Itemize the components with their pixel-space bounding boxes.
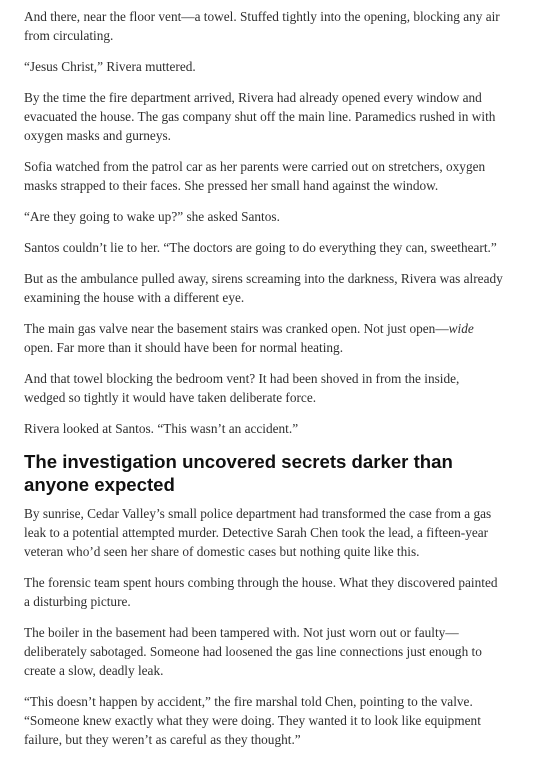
paragraph-text: open. Far more than it should have been for normal heating. [24,340,344,355]
paragraph: By sunrise, Cedar Valley’s small police department had transformed the case from a gas leak to a potential attempted murder. Detective Sarah Chen took the lead, a fifteen-year veteran who’d seen her share of domestic cases but nothing quite like this. [24,506,492,559]
paragraph: And there, near the floor vent—a towel. Stuffed tightly into the opening, blocking any air from circulating. [24,9,500,43]
paragraph: “Jesus Christ,” Rivera muttered. [24,59,196,74]
emphasis-text: wide [448,321,474,336]
paragraph: And that towel blocking the bedroom vent? It had been shoved in from the inside, wedged so tightly it would have taken deliberate force. [24,371,460,405]
paragraph: Sofia watched from the patrol car as her parents were carried out on stretchers, oxygen masks strapped to their faces. She pressed her small hand against the window. [24,159,486,193]
paragraph: “This doesn’t happen by accident,” the fire marshal told Chen, pointing to the valve. “Someone knew exactly what they were doing. They wanted it to look like equipment failure, but they weren’t as careful as they thought.” [24,694,481,747]
article-body [24,7,504,761]
paragraph [24,319,504,357]
paragraph: But as the ambulance pulled away, sirens screaming into the darkness, Rivera was already examining the house with a different eye. [24,271,503,305]
paragraph: “Are they going to wake up?” she asked Santos. [24,209,280,224]
section-heading: The investigation uncovered secrets darker than anyone expected [24,451,453,495]
paragraph: Santos couldn’t lie to her. “The doctors are going to do everything they can, sweetheart.” [24,240,497,255]
paragraph: Rivera looked at Santos. “This wasn’t an accident.” [24,421,299,436]
paragraph: The boiler in the basement had been tampered with. Not just worn out or faulty—deliberately sabotaged. Someone had loosened the gas line connections just enough to create a slow, deadly leak. [24,625,482,678]
paragraph: By the time the fire department arrived, Rivera had already opened every window and evacuated the house. The gas company shut off the main line. Paramedics rushed in with oxygen masks and gurneys. [24,90,496,143]
paragraph-text: The main gas valve near the basement stairs was cranked open. Not just open— [24,321,449,336]
paragraph: The forensic team spent hours combing through the house. What they discovered painted a disturbing picture. [24,575,498,609]
